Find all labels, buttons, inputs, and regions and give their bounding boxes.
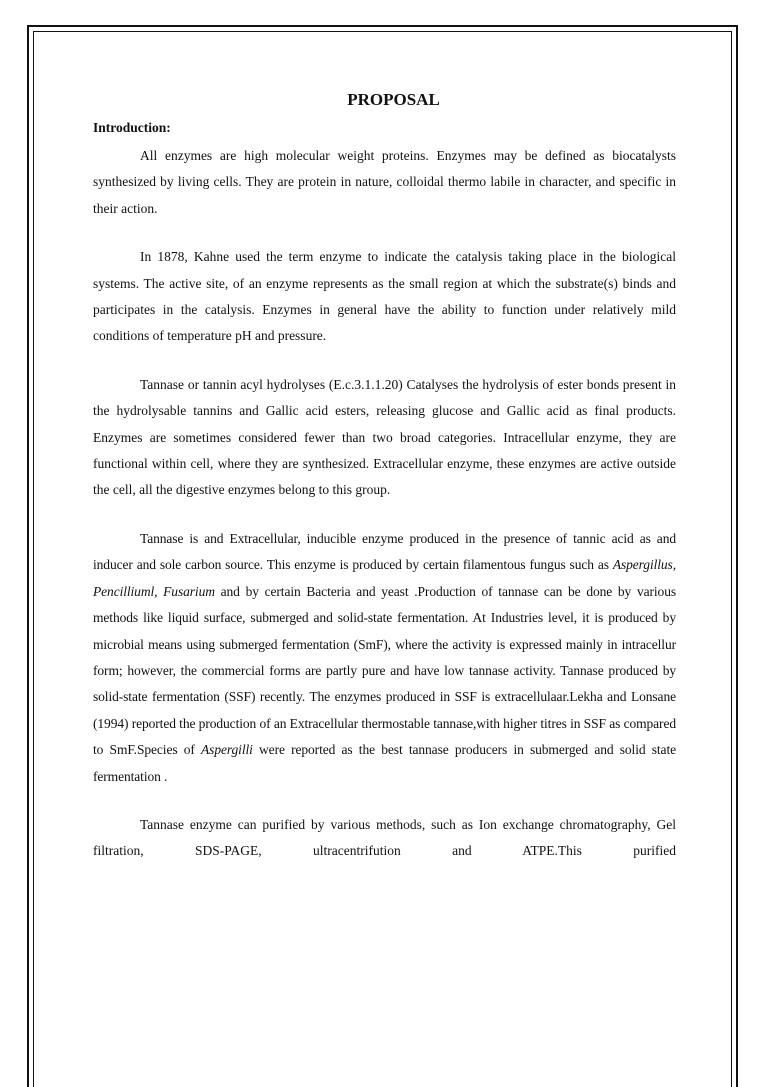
- paragraph-4: [93, 526, 676, 790]
- paragraph-4-text-2: and by certain Bacteria and yeast .Production of tannase can be done by various methods like liquid surface, submerged and solid-state fermentation. At Industries level, it is produced by microbial means using submerged fermentation (SmF), where the activity is expressed mainly in intracellur form; however, the commercial forms are partly pure and have low tannase activity. Tannase produced by solid-state fermentation (SSF) recently. The enzymes produced in SSF is extracellulaar.Lekha and Lonsane (1994) reported the production of an Extracellular thermostable tannase,with higher titres in SSF as compared to SmF.Species of: [93, 583, 676, 758]
- paragraph-5: Tannase enzyme can purified by various methods, such as Ion exchange chromatography, Gel filtration, SDS-PAGE, ultracentrifution and ATPE.This purified: [93, 816, 676, 859]
- paragraph-3: Tannase or tannin acyl hydrolyses (E.c.3.1.1.20) Catalyses the hydrolysis of ester bonds present in the hydrolysable tannins and Gallic acid esters, releasing glucose and Gallic acid as final products. Enzymes are sometimes considered fewer than two broad categories. Intracellular enzyme, they are functional within cell, where they are synthesized. Extracellular enzyme, these enzymes are active outside the cell, all the digestive enzymes belong to this group.: [93, 376, 676, 498]
- paragraph-4-text-3: were reported as the best tannase producers in submerged and solid state fermentation .: [93, 742, 676, 784]
- paragraph-4-text-1: Tannase is and Extracellular, inducible enzyme produced in the presence of tannic acid as and inducer and sole carbon source. This enzyme is produced by certain filamentous fungus such as: [93, 530, 676, 573]
- section-heading: Introduction:: [93, 120, 171, 135]
- paragraph-2: In 1878, Kahne used the term enzyme to indicate the catalysis taking place in the biological systems. The active site, of an enzyme represents as the small region at which the substrate(s) binds and participates in the catalysis. Enzymes in general have the ability to function under relatively mild conditions of temperature pH and pressure.: [93, 249, 676, 344]
- paragraph-4-genera: Aspergillus, Pencilliuml, Fusarium: [93, 557, 676, 599]
- paragraph-4-species: Aspergilli: [201, 742, 253, 758]
- page-title: PROPOSAL: [347, 90, 440, 109]
- paragraph-1: All enzymes are high molecular weight proteins. Enzymes may be defined as biocatalysts synthesized by living cells. They are protein in nature, colloidal thermo labile in character, and specific in their action.: [93, 148, 676, 216]
- document-body: [93, 87, 676, 865]
